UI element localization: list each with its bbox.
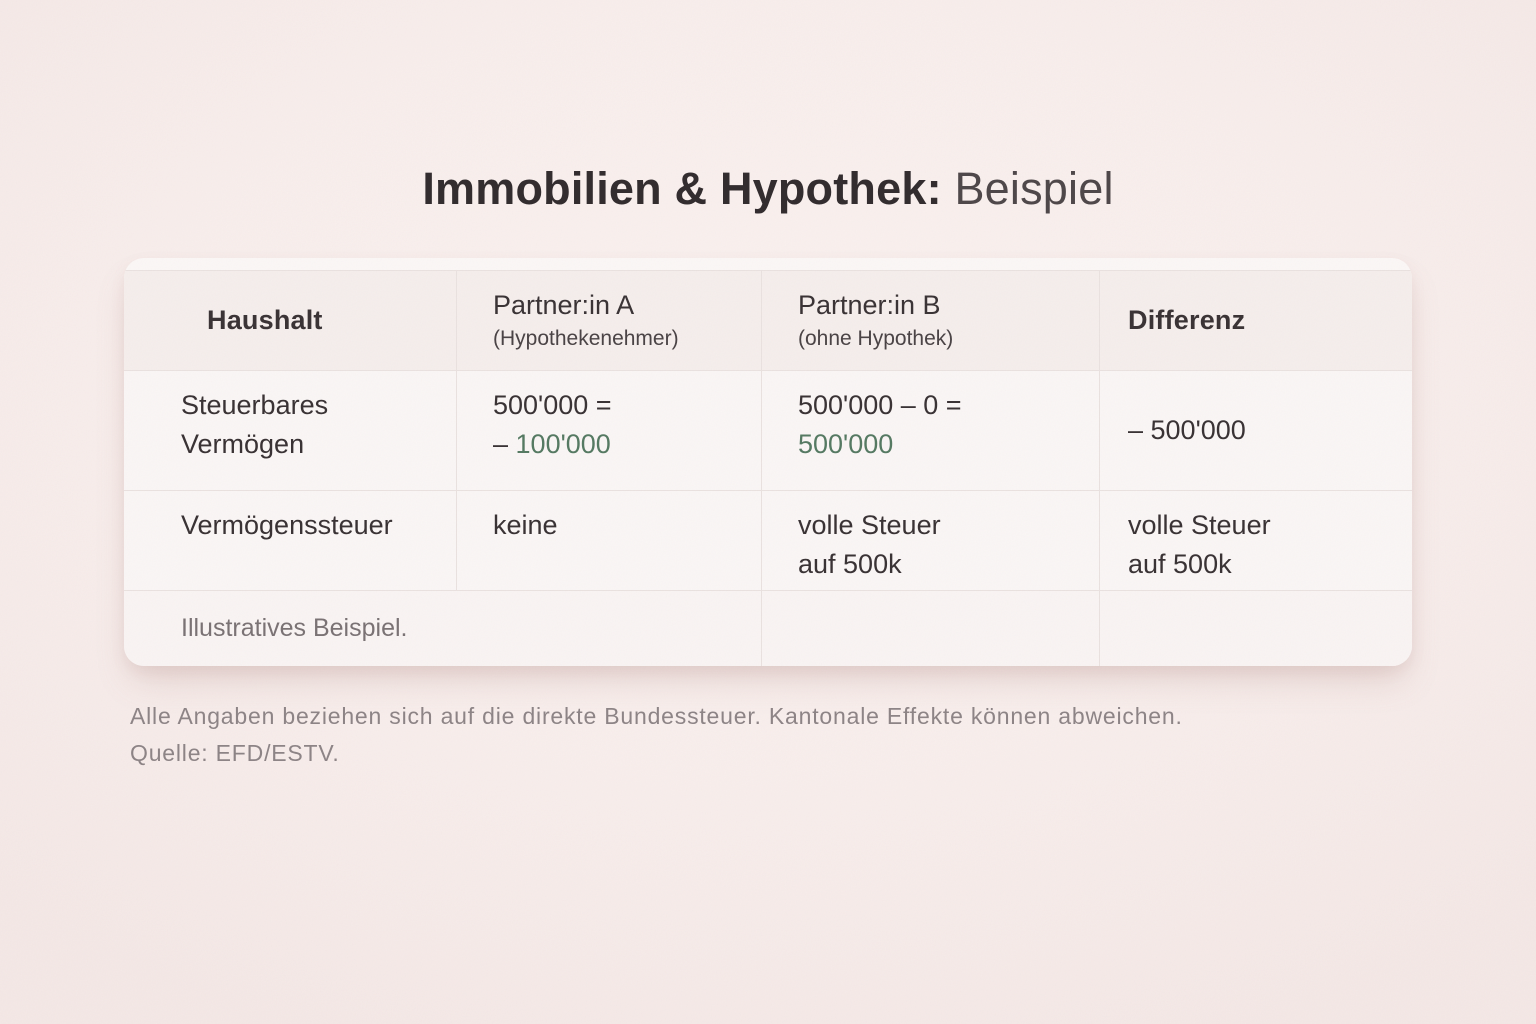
- disclaimer-notes: [130, 698, 1430, 772]
- comparison-table: [124, 270, 1412, 666]
- column-header-label: Haushalt: [207, 305, 323, 335]
- cell-vermoegen-partner-b: [761, 370, 1099, 490]
- cell-line: 500'000 =: [493, 390, 612, 420]
- cell-line: auf 500k: [798, 549, 902, 579]
- cell-steuer-partner-a: [456, 490, 761, 590]
- row-label-vermoegenssteuer: [124, 490, 456, 590]
- table-card: [124, 258, 1412, 666]
- footnote-empty-cell: [761, 590, 1099, 666]
- cell-line: – 500'000: [1128, 415, 1246, 445]
- cell-vermoegen-partner-a: [456, 370, 761, 490]
- highlighted-value: 500'000: [798, 429, 894, 459]
- cell-steuer-differenz: [1099, 490, 1412, 590]
- column-header-label: Differenz: [1128, 305, 1246, 335]
- column-header-label: Partner:in B: [798, 290, 941, 320]
- table-footnote-text: Illustratives Beispiel.: [181, 614, 408, 642]
- minus-prefix: –: [493, 429, 516, 459]
- column-header-differenz: [1099, 271, 1412, 370]
- column-header-label: Partner:in A: [493, 290, 635, 320]
- disclaimer-line: Alle Angaben beziehen sich auf die direkte Bundessteuer. Kantonale Effekte können abweichen.: [130, 703, 1183, 729]
- page-title-strong: Immobilien & Hypothek:: [422, 163, 942, 214]
- page-title-regular: Beispiel: [954, 163, 1114, 214]
- cell-steuer-partner-b: [761, 490, 1099, 590]
- cell-line: auf 500k: [1128, 549, 1232, 579]
- page-title-spacer: [942, 163, 955, 214]
- cell-line: keine: [493, 510, 558, 540]
- column-header-haushalt: [124, 271, 456, 370]
- source-line: Quelle: EFD/ESTV.: [130, 740, 340, 766]
- cell-line: 500'000 – 0 =: [798, 390, 962, 420]
- cell-vermoegen-differenz: [1099, 370, 1412, 490]
- row-label-text: Steuerbares Vermögen: [181, 390, 329, 459]
- column-header-sublabel: (ohne Hypothek): [798, 327, 954, 350]
- column-header-partner-a: [456, 271, 761, 370]
- cell-line: [493, 425, 761, 464]
- page-title: [0, 158, 1536, 220]
- highlighted-value: 100'000: [515, 429, 611, 459]
- row-label-steuerbares-vermoegen: [124, 370, 456, 490]
- cell-line: volle Steuer: [798, 510, 941, 540]
- column-header-partner-b: [761, 271, 1099, 370]
- column-header-sublabel: (Hypothekenehmer): [493, 327, 679, 350]
- table-footnote: [124, 590, 761, 666]
- cell-line: volle Steuer: [1128, 510, 1271, 540]
- row-label-text: Vermögenssteuer: [181, 510, 393, 540]
- footnote-empty-cell: [1099, 590, 1412, 666]
